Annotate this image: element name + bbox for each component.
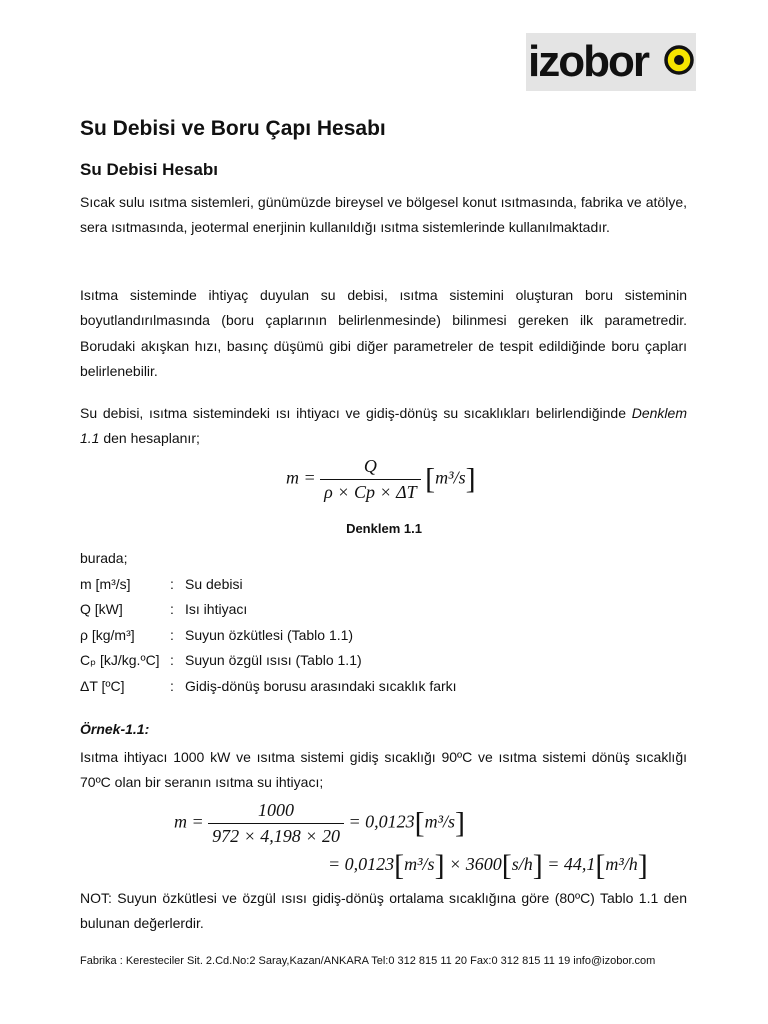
paragraph-equation-ref: Su debisi, ısıtma sistemindeki ısı ihtiyacı ve gidiş-dönüş su sıcaklıkları belirlendiğinde Denklem 1.1 den hesaplanır; (80, 405, 687, 447)
definition-description: Su debisi (185, 575, 243, 592)
definition-symbol: Q [kW] (80, 601, 123, 618)
example-note: NOT: Suyun özkütlesi ve özgül ısısı gidiş-dönüş ortalama sıcaklığına göre (80ºC) Tablo 1.1 den bulunan değerlerdir. (80, 890, 687, 932)
example-denominator: 972 × 4,198 × 20 (212, 826, 340, 846)
logo-wordmark: izobor (528, 37, 648, 86)
example-result: = 0,0123 (348, 811, 415, 832)
example-fraction (208, 800, 344, 847)
logo-circle-icon (664, 45, 694, 75)
equation-reference: Denklem 1.1 (80, 405, 687, 447)
definition-description: Gidiş-dönüş borusu arasındaki sıcaklık farkı (185, 677, 457, 694)
section-title: Su Debisi Hesabı (80, 160, 218, 179)
equation-denominator: ρ × Cp × ΔT (324, 482, 417, 502)
definition-description: Isı ihtiyacı (185, 601, 248, 618)
equation-numerator: Q (320, 456, 421, 480)
equation-fraction (320, 456, 421, 503)
paragraph-debi: Isıtma sisteminde ihtiyaç duyulan su debisi, ısıtma sistemini oluşturan boru sisteminin boyutlandırılmasında (boru çaplarının belirlenmesinde) bilinmesi gereken ilk parametredir. Borudaki akışkan hızı, basınç düşümü gibi diğer parametreler de tespit edildiğinde boru çapları belirlenebilir. (80, 287, 687, 380)
example-equation-line-2: = 0,0123[m³/s] × 3600[s/h] = 44,1[m³/h] (328, 849, 648, 882)
equation-caption: Denklem 1.1 (346, 521, 422, 536)
example-numerator: 1000 (208, 800, 344, 824)
definition-description: Suyun özkütlesi (Tablo 1.1) (185, 626, 354, 643)
definition-symbol: Cₚ [kJ/kg.ºC] (80, 652, 160, 669)
example-text: Isıtma ihtiyacı 1000 kW ve ısıtma sistemi gidiş sıcaklığı 90ºC ve ısıtma sistemi dönüş sıcaklığı 70ºC olan bir seranın ısıtma su ihtiyacı; (80, 749, 687, 791)
page-title: Su Debisi ve Boru Çapı Hesabı (80, 117, 386, 140)
paragraph-intro: Sıcak sulu ısıtma sistemleri, günümüzde bireysel ve bölgesel konut ısıtmasında, fabrika ve atölye, sera ısıtmasında, jeotermal enerjinin kullanıldığı ısıtma sistemlerinde kullanılmaktadır. (80, 194, 687, 236)
equation-lhs: m = (286, 467, 316, 488)
example-title: Örnek-1.1: (80, 721, 150, 737)
equation-unit: m³/s (435, 467, 466, 488)
definition-symbol: ρ [kg/m³] (80, 626, 135, 643)
definition-symbol: ΔT [ºC] (80, 677, 125, 694)
equation-1-1: m = $\frac{Q}{\rho \times Cp \times \Delta T}$ [m³/s] (286, 456, 476, 502)
company-logo (526, 33, 696, 91)
definition-description: Suyun özgül ısısı (Tablo 1.1) (185, 652, 362, 669)
page-footer: Fabrika : Keresteciler Sit. 2.Cd.No:2 Saray,Kazan/ANKARA Tel:0 312 815 11 20 Fax:0 312 815 11 19 info@izobor.com (80, 955, 656, 967)
definition-symbol: m [m³/s] (80, 575, 131, 592)
example-equation-line-1: m = $\frac{1000}{972 \times 4,198 \times 20}$ = 0,0123[m³/s] (174, 800, 466, 846)
